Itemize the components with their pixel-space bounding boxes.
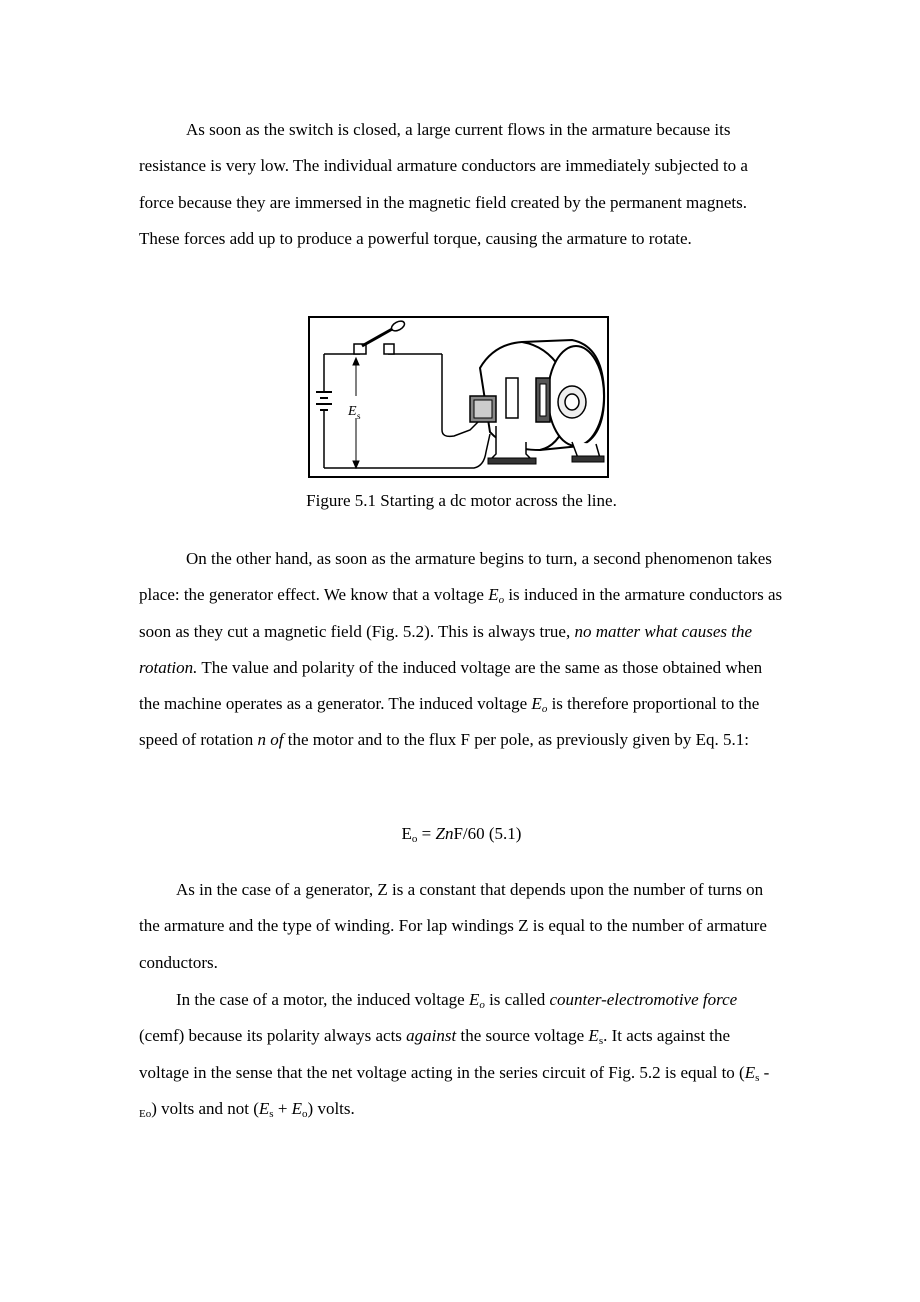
italic-phrase: no matter what causes the rotation. [139,621,753,677]
figure-caption: Figure 5.1 Starting a dc motor across the line. [306,491,617,510]
subscript-o: o [302,1107,308,1120]
motor-circuit-illustration [310,318,607,476]
text-run: The value and polarity of the induced voltage are the same as those obtained when the machine operates as a generator. The induced voltage [139,657,763,714]
equation-zn: Zn [435,824,454,843]
text-run: . It acts against the voltage in the sense that the net voltage acting in the series circuit of Fig. 5.2 is equal to ( [139,1026,745,1082]
paragraph-constant-z [139,872,784,981]
text-run: the source voltage [456,1026,589,1046]
subscript-o: o [541,703,548,716]
paragraph-text: As in the case of a generator, Z is a constant that depends upon the number of turns on the armature and the type of winding. For lap windings Z is equal to the number of armature conductors. [139,880,767,972]
equation-lhs: E [401,824,412,843]
variable-e: E [258,1098,270,1118]
equation-equals: = [417,824,436,843]
subscript-o: o [479,999,485,1011]
minus-sign: - [759,1062,770,1082]
dc-motor-drawing [470,340,604,464]
subscript-eo: Eo [139,1107,152,1120]
text-run: (cemf) because its polarity always acts [139,1026,407,1046]
variable-e: E [531,694,542,714]
italic-phrase: against [406,1026,457,1046]
text-run: On the other hand, as soon as the armature begins to turn, a second phenomenon takes place: the generator effect. We know that a voltage [139,549,772,605]
variable-e: E [588,1026,599,1046]
variable-e: E [468,990,480,1009]
italic-phrase: counter-electromotive force [549,990,738,1009]
variable-e: E [488,585,499,605]
variable-e: E [291,1098,303,1118]
equation-lhs-subscript: o [411,833,418,845]
text-run: In the case of a motor, the induced voltage [176,990,469,1009]
equation-5-1 [139,822,784,846]
subscript-s: s [269,1107,274,1120]
battery-symbol [316,354,332,468]
subscript-o: o [498,594,505,607]
paragraph-cemf [139,982,784,1127]
text-run: the motor and to the flux F per pole, as previously given by Eq. 5.1: [283,730,750,750]
text-run: is therefore proportional to the speed of rotation [139,694,760,750]
figure-dc-motor-diagram [308,316,609,478]
paragraph-text: As soon as the switch is closed, a large current flows in the armature because its resistance is very low. The individual armature conductors are immediately subjected to a force because they are immersed in the magnetic field created by the permanent magnets. These forces add up to produce a powerful torque, causing the armature to rotate. [139,120,748,248]
subscript-s: s [755,1071,760,1084]
text-run: is induced in the armature conductors as soon as they cut a magnetic field (Fig. 5.2). This is always true, [139,585,783,641]
knife-switch [354,319,406,354]
plus-sign: + [273,1098,292,1118]
italic-phrase: n of [257,730,284,750]
paragraph-switch-closed [139,112,784,257]
text-run: ) volts. [307,1098,355,1118]
voltage-label: E [348,404,357,419]
subscript-s: s [598,1035,604,1048]
equation-rest: F/60 (5.1) [453,824,522,843]
text-run: ) volts and not ( [151,1098,259,1118]
text-run: is called [484,990,550,1009]
voltage-label-subscript: s [357,411,361,421]
paragraph-generator-effect [139,541,784,759]
variable-e: E [744,1062,756,1082]
